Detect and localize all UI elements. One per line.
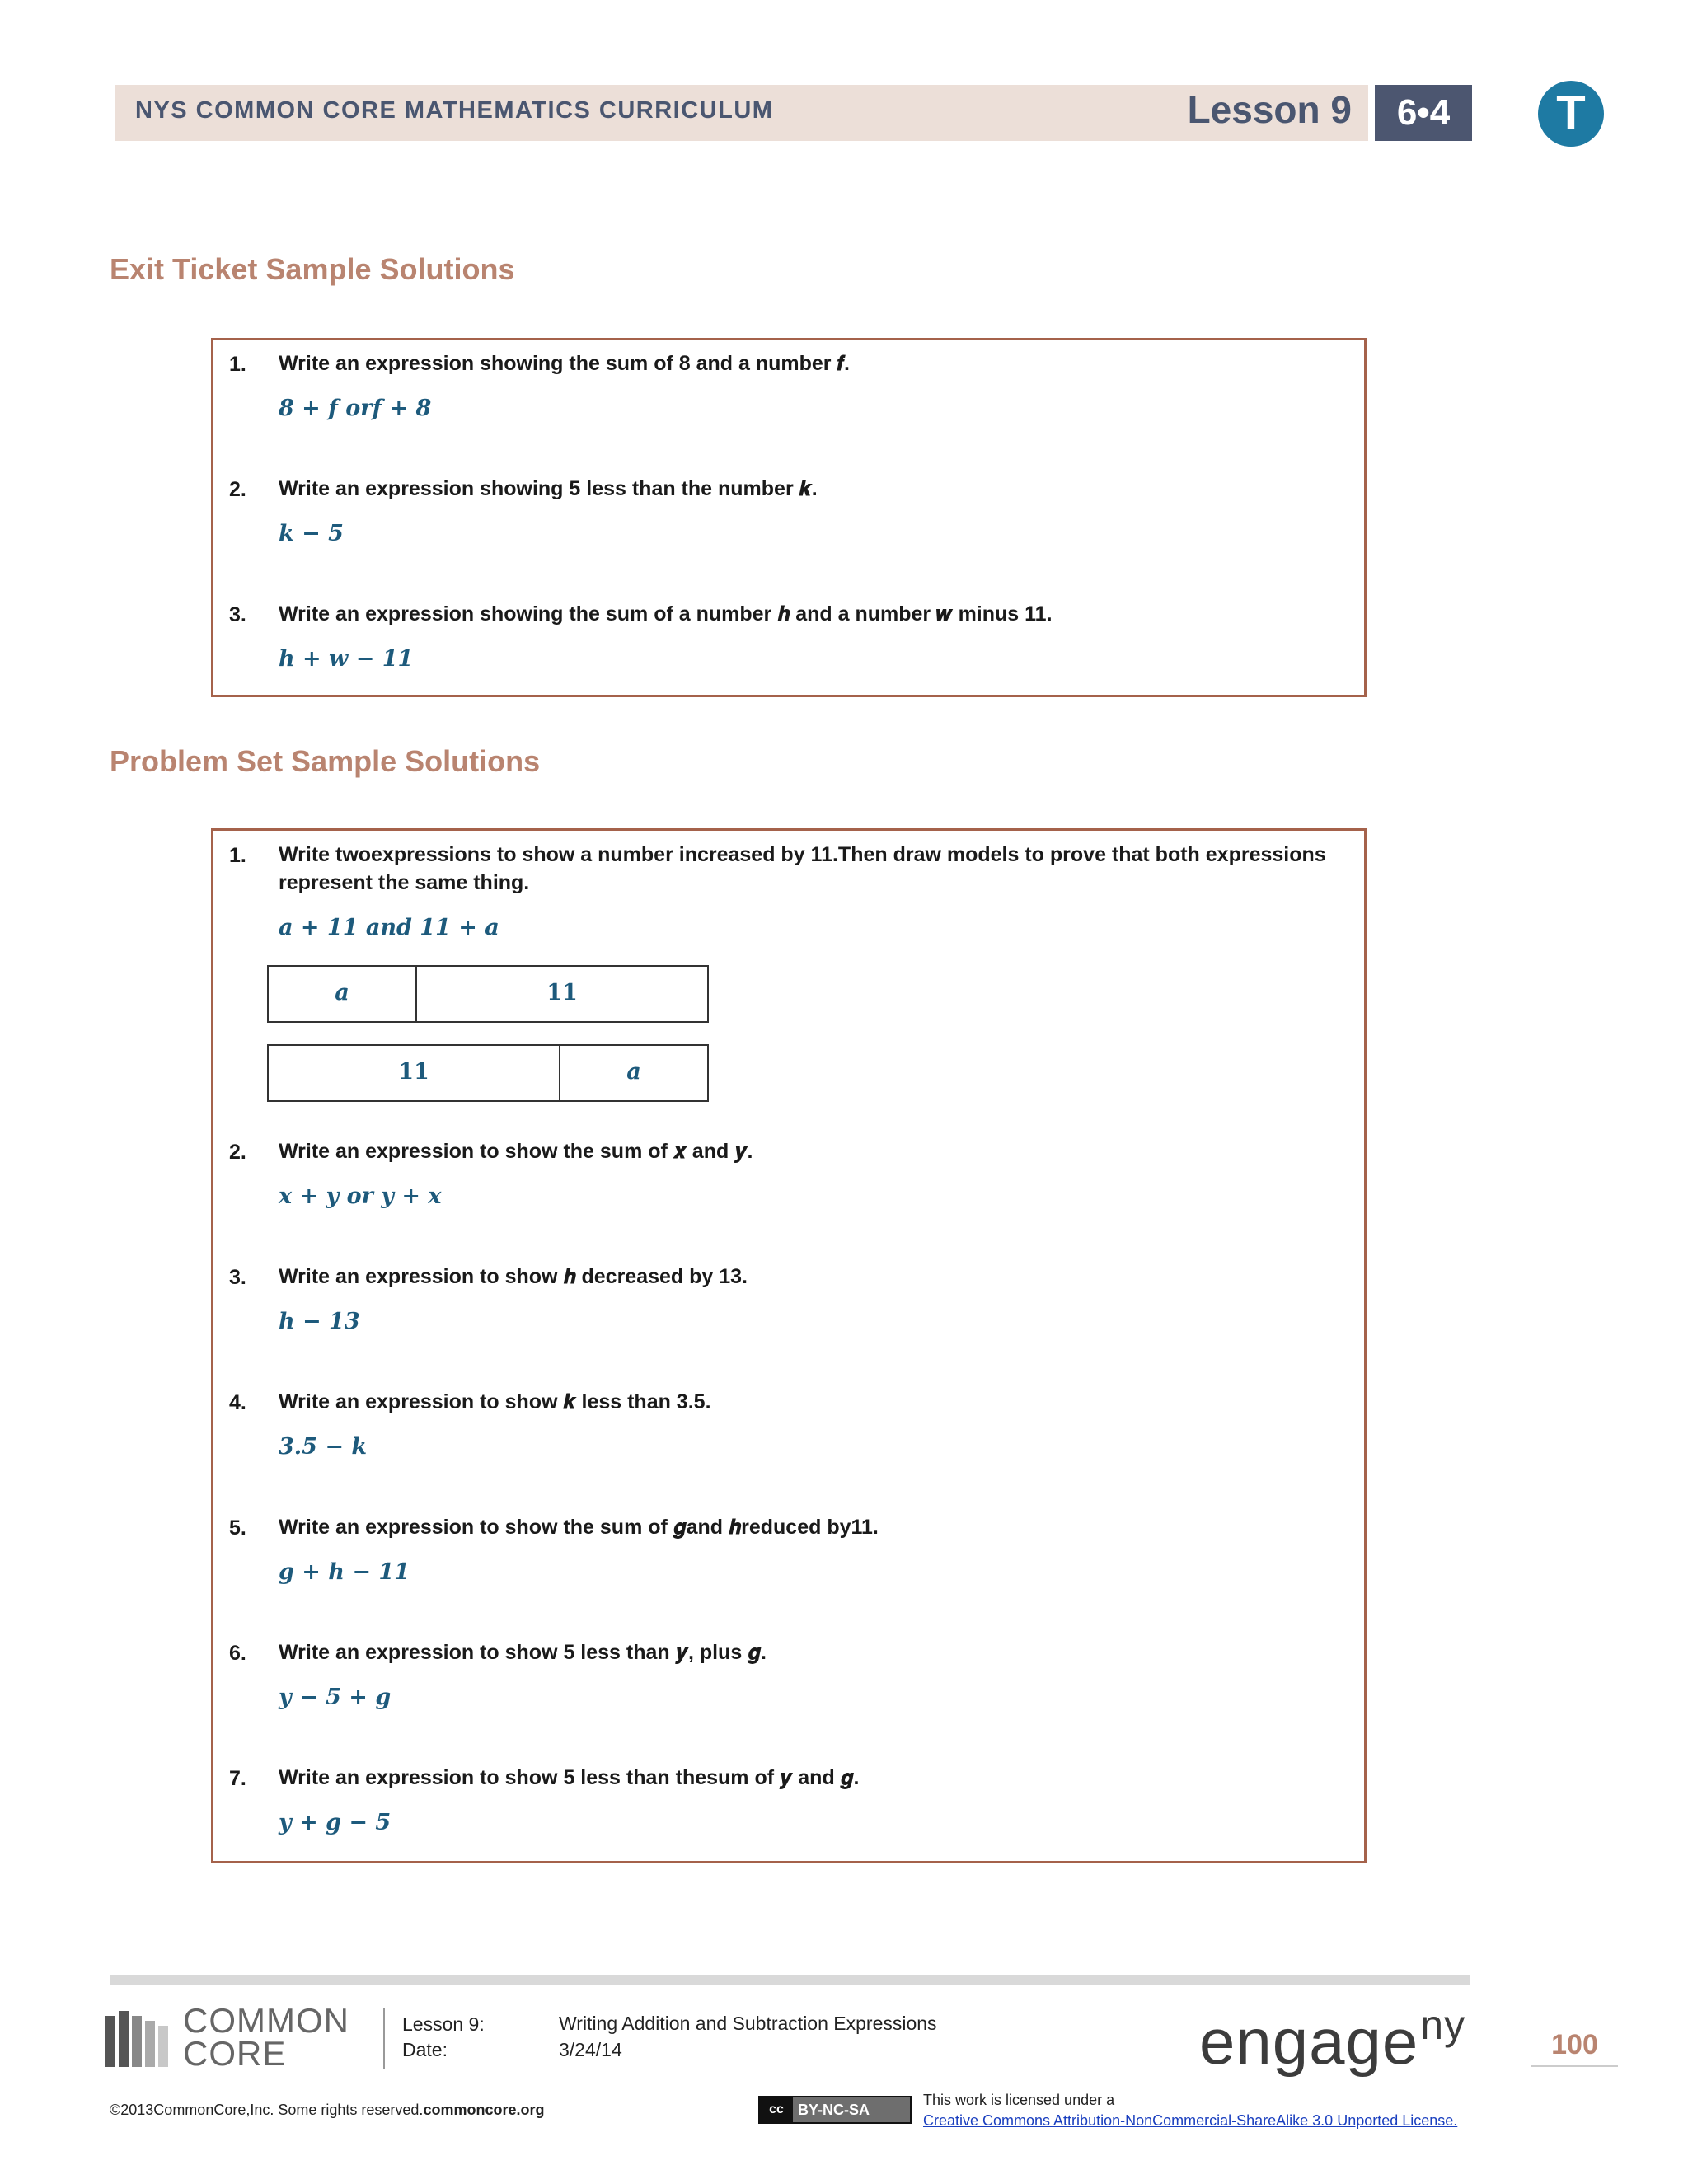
question-number: 1.	[229, 844, 246, 867]
question-number: 1.	[229, 353, 246, 376]
answer-text: 𝒉 + 𝒘 − 11	[279, 646, 414, 672]
question-number: 3.	[229, 603, 246, 626]
date-label: Date:	[402, 2039, 448, 2060]
engageny-logo: engage$^{ny}$	[1199, 2002, 1466, 2078]
tape-cell: 𝒂	[559, 1044, 709, 1102]
answer-text: 𝒚 + 𝒈 − 5	[279, 1810, 392, 1835]
date-value: 3/24/14	[559, 2039, 622, 2060]
question-text: Write an expression to show the sum of 𝒈and 𝒉reduced by11.	[279, 1516, 879, 1539]
answer-text: 𝒌 − 5	[279, 521, 344, 546]
common-core-logo-text: COMMON CORE	[183, 2001, 349, 2073]
question-text: Write an expression showing 5 less than the number 𝒌.	[279, 477, 818, 500]
question-text: Write an expression to show the sum of 𝒙 and 𝒚.	[279, 1140, 753, 1163]
exit-ticket-box	[211, 338, 1367, 697]
page-number-underline	[1531, 2065, 1618, 2067]
answer-text: 8 + 𝒇 or𝒇 + 8	[279, 396, 432, 421]
question-text: Write an expression to show 𝒌 less than 3.5.	[279, 1390, 711, 1413]
lesson-title: Writing Addition and Subtraction Expressions	[559, 2013, 937, 2034]
lesson-label: Lesson 9	[1187, 88, 1352, 131]
page-number: 100	[1551, 2029, 1598, 2060]
copyright-text: ©2013CommonCore,Inc. Some rights reserved.commoncore.org	[110, 2102, 545, 2118]
answer-text: 𝒉 − 13	[279, 1309, 360, 1334]
license-link[interactable]: Creative Commons Attribution-NonCommercial-ShareAlike 3.0 Unported License.	[923, 2112, 1458, 2129]
answer-text: 𝒈 + 𝒉 − 11	[279, 1559, 410, 1585]
question-text: Write twoexpressions to show a number increased by 11.Then draw models to prove that both expressions represent the same thing.	[279, 843, 1326, 894]
question-number: 3.	[229, 1266, 246, 1289]
grade-module-badge: 6•4	[1375, 85, 1472, 141]
question-number: 2.	[229, 1141, 246, 1164]
question-text: Write an expression to show 5 less than thesum of 𝒚 and 𝒈.	[279, 1766, 860, 1789]
question-number: 4.	[229, 1391, 246, 1414]
tape-cell: 𝒂	[267, 965, 417, 1023]
license-text: This work is licensed under a	[923, 2092, 1115, 2108]
answer-text: 3.5 − 𝒌	[279, 1434, 368, 1460]
question-number: 7.	[229, 1767, 246, 1790]
problem-set-title: Problem Set Sample Solutions	[110, 744, 541, 778]
question-number: 5.	[229, 1516, 246, 1540]
question-number: 6.	[229, 1642, 246, 1665]
exit-ticket-title: Exit Ticket Sample Solutions	[110, 252, 515, 286]
common-core-logo-icon	[106, 2011, 170, 2067]
lesson-label: Lesson 9:	[402, 2013, 485, 2035]
tape-cell: 11	[267, 1044, 560, 1102]
cc-license-badge-icon: cc BY-NC-SA	[758, 2096, 912, 2124]
tape-model	[267, 965, 709, 1023]
question-text: Write an expression to show 𝒉 decreased by 13.	[279, 1265, 748, 1288]
answer-text: 𝒚 − 5 + 𝒈	[279, 1685, 392, 1710]
question-number: 2.	[229, 478, 246, 501]
tape-model	[267, 1044, 709, 1102]
answer-text: 𝒙 + 𝒚 or 𝒚 + 𝒙	[279, 1183, 442, 1209]
answer-text: 𝒂 + 11 and 11 + 𝒂	[279, 915, 499, 940]
question-text: Write an expression to show 5 less than 𝒚, plus 𝒈.	[279, 1641, 767, 1664]
teacher-badge-icon: T	[1538, 81, 1604, 147]
footer-divider	[110, 1975, 1470, 1985]
question-text: Write an expression showing the sum of 8 and a number 𝒇.	[279, 352, 850, 375]
tape-cell: 11	[415, 965, 709, 1023]
footer-separator	[383, 2008, 385, 2069]
question-text: Write an expression showing the sum of a number 𝒉 and a number 𝒘 minus 11.	[279, 602, 1053, 626]
curriculum-title: NYS COMMON CORE MATHEMATICS CURRICULUM	[135, 97, 774, 124]
